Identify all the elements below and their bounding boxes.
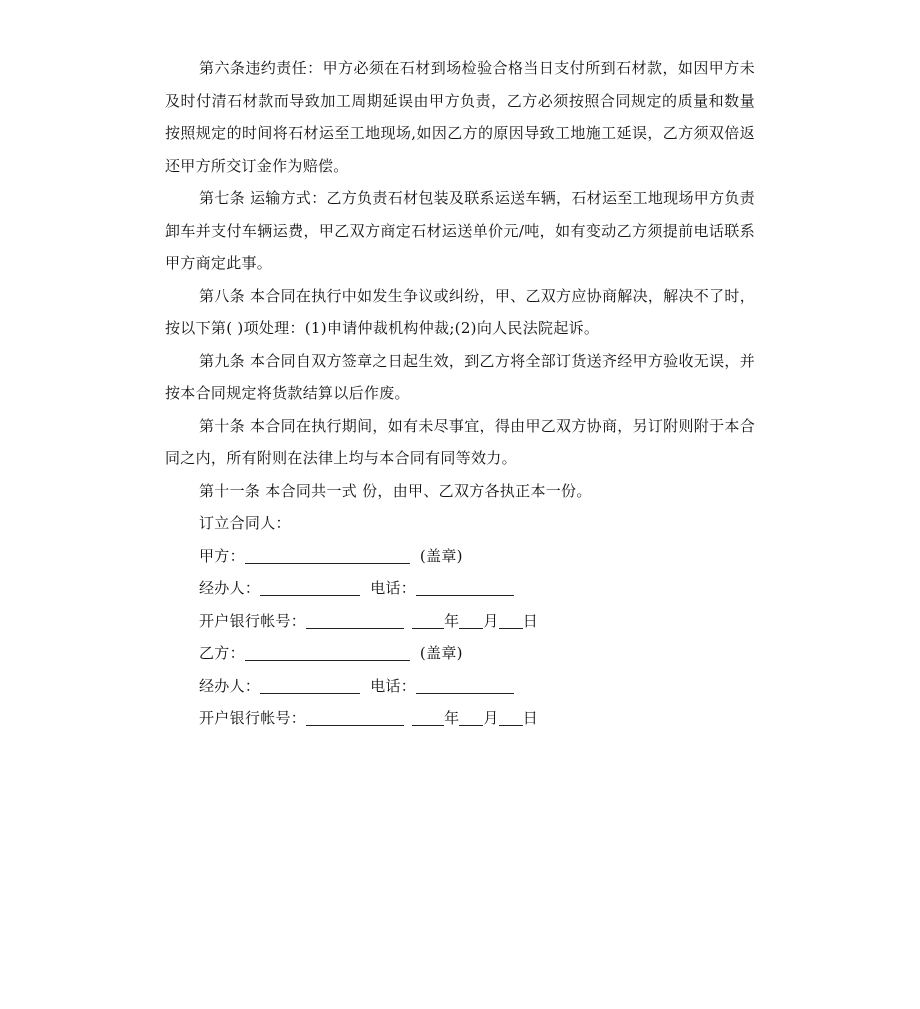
party-a-line xyxy=(165,540,755,573)
clause-article11: 第十一条 本合同共一式 份，由甲、乙双方各执正本一份。 xyxy=(199,481,592,500)
party-b-phone-field[interactable] xyxy=(416,677,514,694)
party-a-seal: (盖章) xyxy=(419,546,463,565)
clause-article8: 第八条 本合同在执行中如发生争议或纠纷，甲、乙双方应协商解决，解决不了时，按以下第( )项处理：(1)申请仲裁机构仲裁;(2)向人民法院起诉。 xyxy=(165,286,755,337)
party-b-agent-line xyxy=(165,670,755,703)
party-a-bank-line xyxy=(165,605,755,638)
clause-article9: 第九条 本合同自双方签章之日起生效，到乙方将全部订货送齐经甲方验收无误，并按本合同规定将货款结算以后作废。 xyxy=(165,351,755,402)
party-b-seal: (盖章) xyxy=(419,644,463,662)
party-b-month-field[interactable] xyxy=(459,709,483,726)
clause-article6: 第六条违约责任：甲方必须在石材到场检验合格当日支付所到石材款，如因甲方未及时付清石材款而导致加工周期延误由甲方负责，乙方必须按照合同规定的质量和数量按照规定的时间将石材运至工地现场,如因乙方的原因导致工地施工延误，乙方须双倍返还甲方所交订金作为赔偿。 xyxy=(165,59,755,175)
party-b-agent-field[interactable] xyxy=(260,677,360,694)
party-b-line xyxy=(165,637,755,670)
party-b-name-field[interactable] xyxy=(245,644,410,661)
party-b-phone-label: 电话： xyxy=(370,676,417,695)
party-a-phone-label: 电话： xyxy=(370,579,417,597)
party-b-bank-label: 开户银行帐号： xyxy=(199,709,307,727)
party-a-bank-label: 开户银行帐号： xyxy=(199,611,307,630)
party-b-bank-line xyxy=(165,702,755,735)
clause-article10: 第十条 本合同在执行期间，如有未尽事宜，得由甲乙双方协商，另订附则附于本合同之内，所有附则在法律上均与本合同有同等效力。 xyxy=(165,416,755,467)
party-a-label: 甲方： xyxy=(199,546,245,565)
party-a-name-field[interactable] xyxy=(245,547,410,564)
party-a-bank-field[interactable] xyxy=(306,612,404,629)
party-b-bank-field[interactable] xyxy=(306,709,404,726)
party-b-label: 乙方： xyxy=(199,644,245,662)
contract-page xyxy=(165,52,755,735)
party-a-day-label: 日 xyxy=(522,611,539,630)
party-a-year-field[interactable] xyxy=(412,612,444,629)
party-b-day-label: 日 xyxy=(522,709,539,727)
party-a-phone-field[interactable] xyxy=(416,579,514,596)
party-a-agent-label: 经办人： xyxy=(199,579,261,597)
party-b-month-label: 月 xyxy=(483,709,499,727)
party-a-year-label: 年 xyxy=(444,611,460,630)
party-b-day-field[interactable] xyxy=(499,709,523,726)
party-a-agent-line xyxy=(165,572,755,605)
party-b-agent-label: 经办人： xyxy=(199,676,261,695)
clause-article7: 第七条 运输方式：乙方负责石材包装及联系运送车辆，石材运至工地现场甲方负责卸车并支付车辆运费，甲乙双方商定石材运送单价元/吨，如有变动乙方须提前电话联系甲方商定此事。 xyxy=(165,189,755,272)
party-a-agent-field[interactable] xyxy=(260,579,360,596)
party-b-year-field[interactable] xyxy=(412,709,444,726)
party-b-year-label: 年 xyxy=(444,709,460,727)
party-a-day-field[interactable] xyxy=(499,612,523,629)
signing-intro: 订立合同人： xyxy=(199,514,291,532)
party-a-month-field[interactable] xyxy=(459,612,483,629)
party-a-month-label: 月 xyxy=(483,611,499,630)
